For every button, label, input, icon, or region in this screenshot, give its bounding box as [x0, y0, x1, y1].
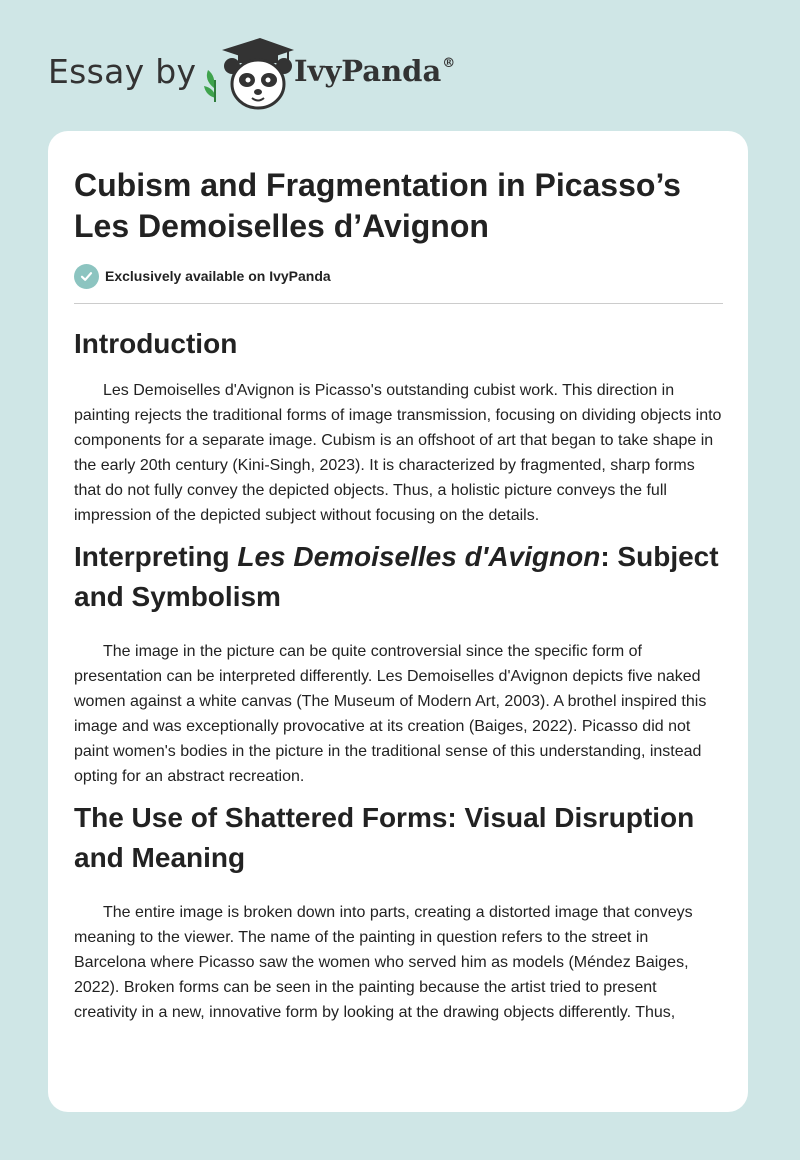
brand-name-text[interactable]: IvyPanda — [294, 54, 442, 88]
heading-prefix: Interpreting — [74, 541, 238, 572]
brand-name[interactable] — [294, 54, 455, 88]
site-header — [48, 34, 548, 114]
section-paragraph-introduction: Les Demoiselles d'Avignon is Picasso's outstanding cubist work. This direction in painting rejects the traditional forms of image transmission, focusing on dividing objects into components for a separate image. Cubism is an offshoot of art that began to take shape in the early 20th century (Kini-Singh, 2023). It is characterized by fragmented, sharp forms that do not fully convey the depicted objects. Thus, a holistic picture conveys the full impression of the depicted subject without focusing on the details. — [74, 382, 722, 524]
exclusive-badge — [74, 263, 331, 289]
section-heading-interpreting — [74, 537, 724, 617]
badge-label: Exclusively available on IvyPanda — [105, 268, 331, 284]
heading-suffix: : Subject and Symbolism — [74, 541, 719, 612]
title-divider — [74, 303, 723, 304]
check-circle-icon — [74, 264, 99, 289]
section-paragraph-shattered-forms: The entire image is broken down into parts, creating a distorted image that conveys meaning to the viewer. The name of the painting in question refers to the street in Barcelona where Picasso saw the women who served him as models (Méndez Baiges, 2022). Broken forms can be seen in the painting because the artist tried to present creativity in a new, innovative form by looking at the drawing objects differently. Thus, — [74, 904, 693, 1021]
section-heading-introduction: Introduction — [74, 328, 238, 359]
panda-graduate-icon[interactable] — [200, 36, 296, 112]
essay-card — [48, 131, 748, 1112]
section-heading-shattered-forms: The Use of Shattered Forms: Visual Disruption and Meaning — [74, 802, 695, 873]
heading-italic-title: Les Demoiselles d'Avignon — [237, 541, 601, 572]
registered-mark: ® — [442, 56, 456, 71]
essay-by-label: Essay by — [48, 52, 197, 91]
section-paragraph-interpreting: The image in the picture can be quite controversial since the specific form of presentation can be interpreted differently. Les Demoiselles d'Avignon depicts five naked women against a white canvas (The Museum of Modern Art, 2003). A brothel inspired this image and was exceptionally provocative at its creation (Baiges, 2022). Picasso did not paint women's bodies in the picture in the traditional sense of this understanding, instead opting for an abstract recreation. — [74, 643, 707, 785]
essay-body — [74, 324, 724, 1034]
essay-title: Cubism and Fragmentation in Picasso’s Les Demoiselles d’Avignon — [74, 167, 681, 244]
